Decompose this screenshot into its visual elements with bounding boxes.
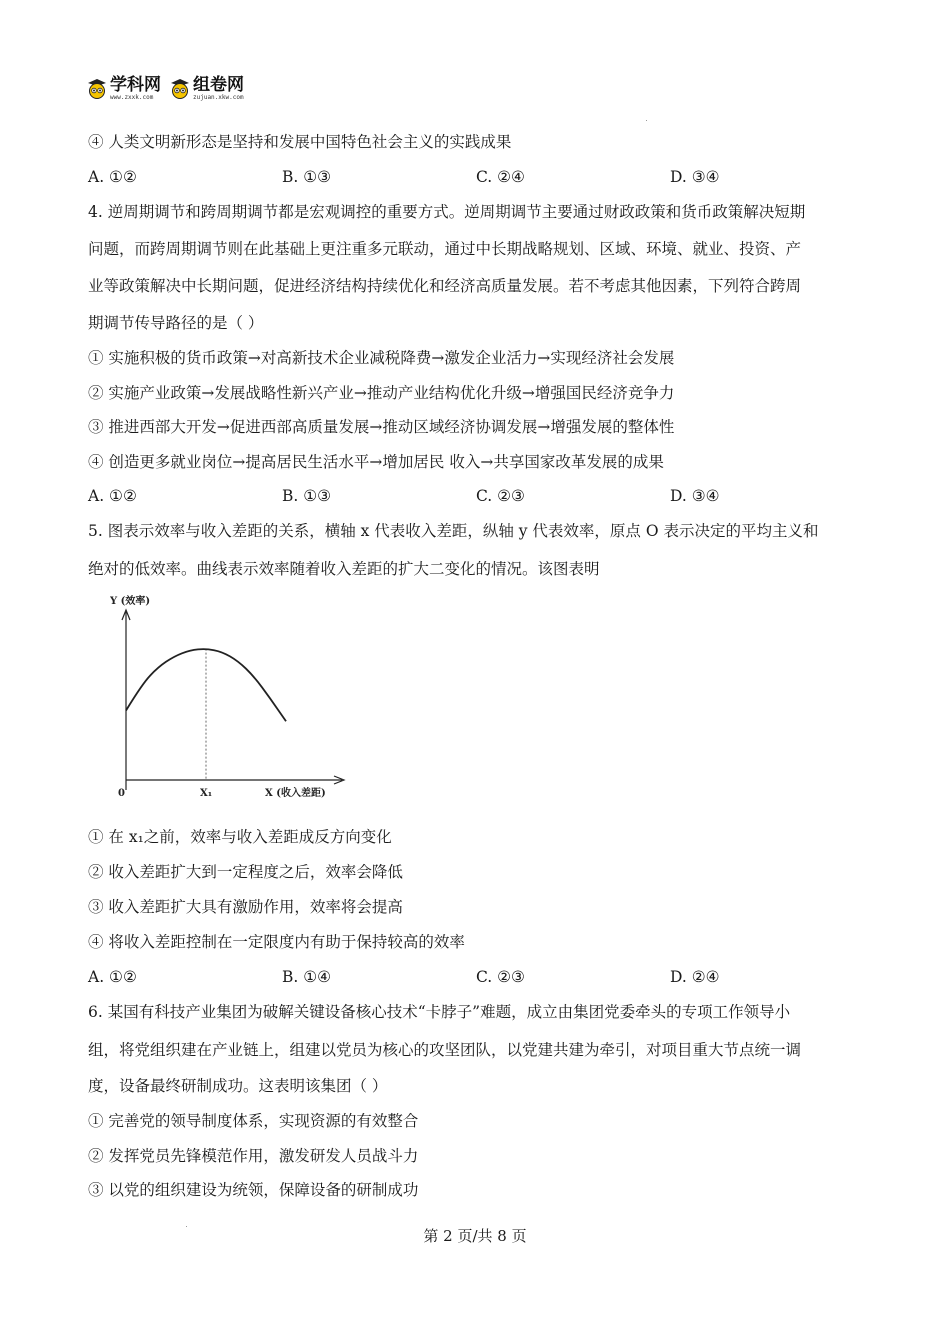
q5-option-a: A. ①② [88,968,137,986]
q6-stem-line: 6. 某国有科技产业集团为破解关键设备核心技术“卡脖子”难题，成立由集团党委牵头的专项工作领导小 [88,1003,791,1021]
site-logo [86,72,250,104]
q3-option-b: B. ①③ [282,168,332,186]
q3-option-a: A. ①② [88,168,137,186]
logo-url-zujuan: zujuan.xkw.com [193,93,244,101]
x-axis-label: X (收入差距) [265,788,326,799]
speck [646,120,647,121]
q4-option-a: A. ①② [88,487,137,505]
y-axis-label: Y (效率) [110,596,151,607]
logo-text-zujuan: 组卷网 [193,74,244,95]
q5-item-2: ② 收入差距扩大到一定程度之后，效率会降低 [88,863,403,881]
owl-logo-icon [86,77,108,99]
q3-option-d: D. ③④ [670,168,720,186]
page-number: 第 2 页/共 8 页 [423,1227,527,1245]
peak-x-label: X₁ [200,788,213,799]
q6-stem-line: 度，设备最终研制成功。这表明该集团（ ） [88,1077,388,1095]
q5-stem-line: 5. 图表示效率与收入差距的关系，横轴 x 代表收入差距，纵轴 y 代表效率，原点 O 表示决定的平均主义和 [88,522,819,540]
q5-option-c: C. ②③ [476,968,525,986]
q4-stem-line: 期调节传导路径的是（ ） [88,314,264,332]
q3-item-4: ④ 人类文明新形态是坚持和发展中国特色社会主义的实践成果 [88,133,512,151]
q6-item-3: ③ 以党的组织建设为统领，保障设备的研制成功 [88,1181,419,1199]
q6-item-1: ① 完善党的领导制度体系，实现资源的有效整合 [88,1112,419,1130]
q5-item-4: ④ 将收入差距控制在一定限度内有助于保持较高的效率 [88,933,465,951]
q4-stem-line: 问题，而跨周期调节则在此基础上更注重多元联动，通过中长期战略规划、区域、环境、就业、投资、产 [88,240,802,258]
q4-stem-line: 业等政策解决中长期问题，促进经济结构持续优化和经济高质量发展。若不考虑其他因素，下列符合跨周 [88,277,802,295]
q4-item-3: ③ 推进西部大开发→促进西部高质量发展→推动区域经济协调发展→增强发展的整体性 [88,418,675,436]
q6-item-2: ② 发挥党员先锋模范作用，激发研发人员战斗力 [88,1147,419,1165]
q3-option-c: C. ②④ [476,168,525,186]
q4-option-c: C. ②③ [476,487,525,505]
efficiency-income-gap-chart [110,590,350,805]
q4-option-d: D. ③④ [670,487,720,505]
logo-text-xkw: 学科网 [110,74,161,95]
q4-item-2: ② 实施产业政策→发展战略性新兴产业→推动产业结构优化升级→增强国民经济竞争力 [88,384,675,402]
q5-stem-line: 绝对的低效率。曲线表示效率随着收入差距的扩大二变化的情况。该图表明 [88,560,600,578]
logo-url-xkw: www.zxxk.com [110,93,154,101]
q5-item-3: ③ 收入差距扩大具有激励作用，效率将会提高 [88,898,403,916]
owl-logo-icon [169,77,191,99]
q4-option-b: B. ①③ [282,487,332,505]
origin-label: 0 [118,788,125,799]
q4-item-1: ① 实施积极的货币政策→对高新技术企业减税降费→激发企业活力→实现经济社会发展 [88,349,675,367]
q5-option-d: D. ②④ [670,968,720,986]
q5-option-b: B. ①④ [282,968,332,986]
q4-item-4: ④ 创造更多就业岗位→提高居民生活水平→增加居民 收入→共享国家改革发展的成果 [88,453,664,471]
q5-item-1: ① 在 x₁之前，效率与收入差距成反方向变化 [88,828,392,846]
q6-stem-line: 组，将党组织建在产业链上，组建以党员为核心的攻坚团队，以党建共建为牵引，对项目重大节点统一调 [88,1041,802,1059]
q4-stem-line: 4. 逆周期调节和跨周期调节都是宏观调控的重要方式。逆周期调节主要通过财政政策和货币政策解决短期 [88,203,806,221]
